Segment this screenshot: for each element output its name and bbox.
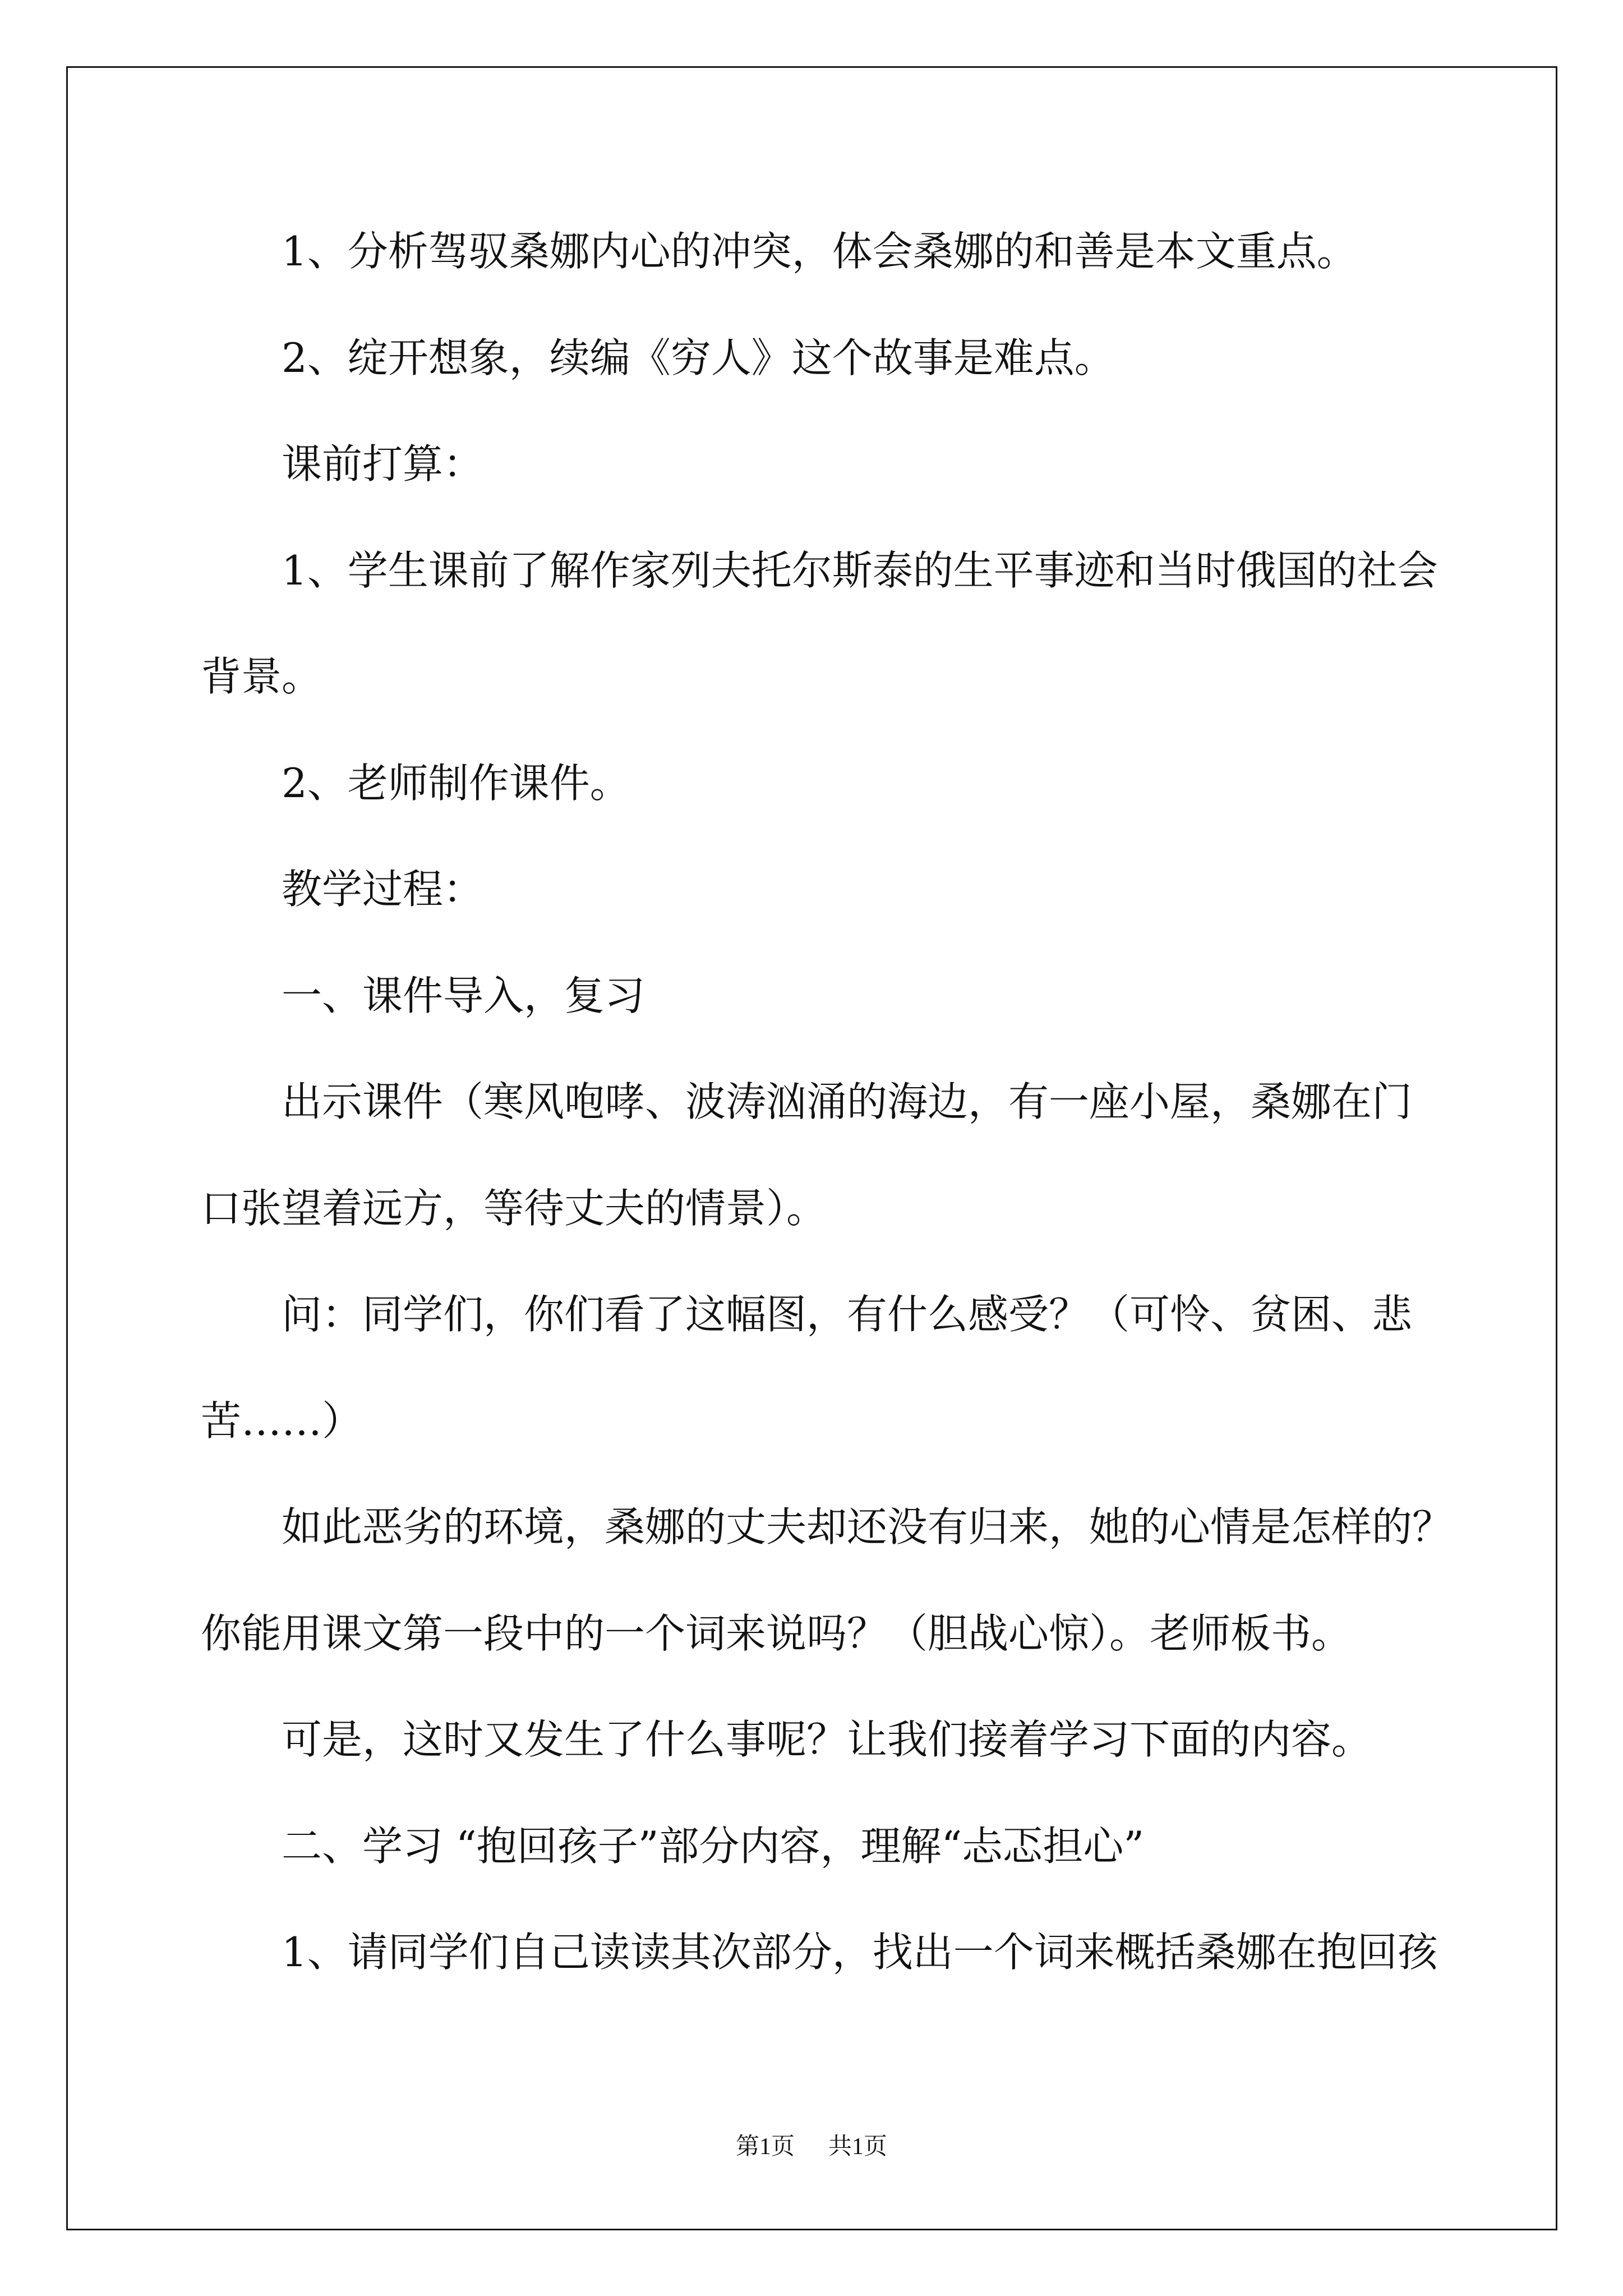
paragraph-line: 出示课件（寒风咆哮、波涛汹涌的海边，有一座小屋，桑娜在门 <box>282 1078 1413 1125</box>
paragraph-line: 课前打算： <box>282 440 484 487</box>
paragraph-preparation-item-1 <box>201 518 1536 730</box>
section-heading-process <box>201 836 1536 943</box>
paragraph-line: 2、绽开想象，续编《穷人》这个故事是难点。 <box>282 334 1115 381</box>
paragraph-feeling <box>201 1474 1536 1687</box>
paragraph-line: 二、学习 “抱回孩子”部分内容，理解“忐忑担心” <box>282 1822 1145 1870</box>
page-number: 第1页 <box>735 2134 795 2160</box>
paragraph-preparation-item-2 <box>201 730 1536 837</box>
step-heading-2 <box>201 1793 1536 1900</box>
paragraph-step-2-item-1 <box>201 1899 1536 2006</box>
paragraph-line: 你能用课文第一段中的一个词来说吗？（胆战心惊）。老师板书。 <box>201 1609 1352 1657</box>
paragraph-courseware <box>201 1049 1536 1262</box>
paragraph-line: 1、学生课前了解作家列夫托尔斯泰的生平事迹和当时俄国的社会 <box>282 546 1438 594</box>
paragraph-line: 一、课件导入，复习 <box>282 972 645 1019</box>
page-footer <box>0 2129 1623 2164</box>
paragraph-line: 口张望着远方，等待丈夫的情景）。 <box>201 1184 827 1232</box>
paragraph-line: 1、请同学们自己读读其次部分，找出一个词来概括桑娜在抱回孩 <box>282 1929 1438 1976</box>
paragraph-teaching-difficulty <box>201 305 1536 412</box>
paragraph-line: 问：同学们，你们看了这幅图，有什么感受？（可怜、贫困、悲 <box>282 1291 1413 1338</box>
paragraph-question <box>201 1262 1536 1474</box>
paragraph-line: 如此恶劣的环境，桑娜的丈夫却还没有归来，她的心情是怎样的？ <box>282 1503 1453 1550</box>
paragraph-transition <box>201 1687 1536 1793</box>
paragraph-line: 苦……） <box>201 1397 363 1444</box>
paragraph-line: 教学过程： <box>282 866 484 913</box>
step-heading-1 <box>201 943 1536 1050</box>
paragraph-teaching-focus <box>201 199 1536 305</box>
paragraph-line: 2、老师制作课件。 <box>282 759 630 807</box>
paragraph-line: 可是，这时又发生了什么事呢？让我们接着学习下面的内容。 <box>282 1716 1372 1763</box>
document-body <box>201 199 1536 2006</box>
section-heading-preparation <box>201 411 1536 518</box>
page-total: 共1页 <box>828 2134 888 2160</box>
paragraph-line: 背景。 <box>201 653 322 700</box>
paragraph-line: 1、分析驾驭桑娜内心的冲突，体会桑娜的和善是本文重点。 <box>282 228 1357 275</box>
